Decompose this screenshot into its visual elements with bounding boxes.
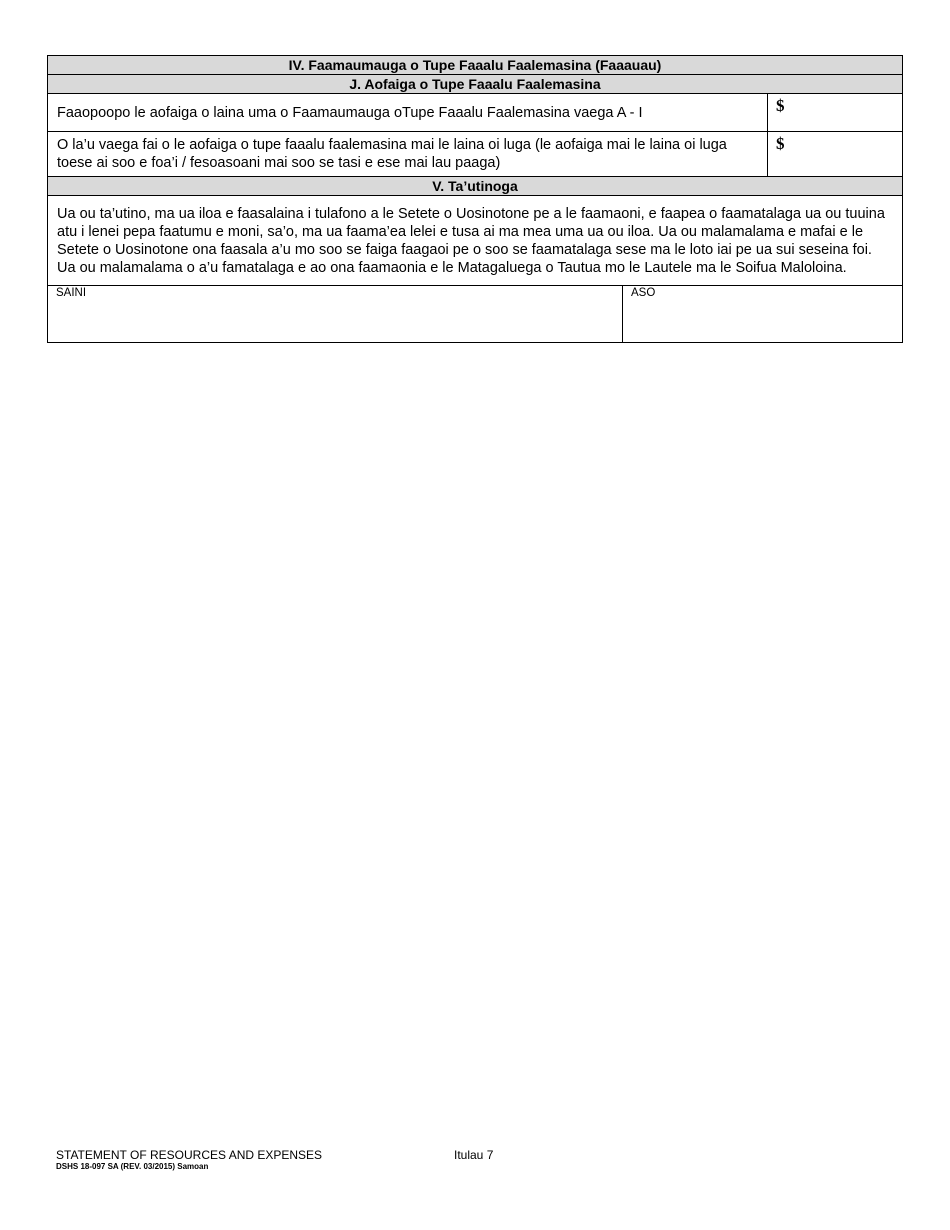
signature-row [48, 286, 902, 342]
my-share-row [48, 132, 902, 177]
section-iv-header: IV. Faamaumauga o Tupe Faaalu Faalemasina (Faaauau) [48, 56, 902, 75]
page-number: Itulau 7 [454, 1148, 494, 1162]
dollar-sign: $ [776, 96, 785, 115]
date-field[interactable] [623, 286, 902, 342]
declaration-text: Ua ou ta’utino, ma ua iloa e faasalaina i tulafono a le Setete o Uosinotone pe a le faamaoni, e faapea o faamatalaga ua ou tuuina atu i lenei pepa faatumu e moni, sa’o, ma ua faama’ea lelei e tusa ai ma mea uma ua ou iloa. Ua ou malamalama e mafai e le Setete o Uosinotone ona faasala a’u mo soo se faiga faagaoi pe o soo se faamatalaga sese ma le loto iai pe ua sui seseina foi. Ua ou malamalama o a’u famatalaga e ao ona faamaonia e le Matagaluega o Tautua mo le Lautele ma le Soifua Maloloina. [48, 196, 902, 286]
total-expenses-row [48, 94, 902, 132]
date-label: ASO [631, 287, 656, 299]
footer-title: STATEMENT OF RESOURCES AND EXPENSES [56, 1148, 323, 1162]
section-j-subheader: J. Aofaiga o Tupe Faaalu Faalemasina [48, 75, 902, 94]
page-footer [56, 1148, 556, 1172]
signature-field[interactable] [48, 286, 623, 342]
my-share-label: O la’u vaega fai o le aofaiga o tupe faaalu faalemasina mai le laina oi luga (le aofaiga mai le laina oi luga toese ai soo e foa’i / fesoasoani mai soo se tasi e ese mai lau paaga) [48, 132, 768, 176]
total-expenses-amount-field[interactable] [768, 94, 902, 131]
dollar-sign: $ [776, 134, 785, 153]
total-expenses-label: Faaopoopo le aofaiga o laina uma o Faamaumauga oTupe Faaalu Faalemasina vaega A - I [48, 94, 768, 131]
my-share-amount-field[interactable] [768, 132, 902, 176]
form-code: DSHS 18-097 SA (REV. 03/2015) Samoan [56, 1162, 209, 1171]
signature-label: SAINI [56, 287, 87, 299]
section-v-header: V. Ta’utinoga [48, 177, 902, 196]
form-table [47, 55, 903, 343]
